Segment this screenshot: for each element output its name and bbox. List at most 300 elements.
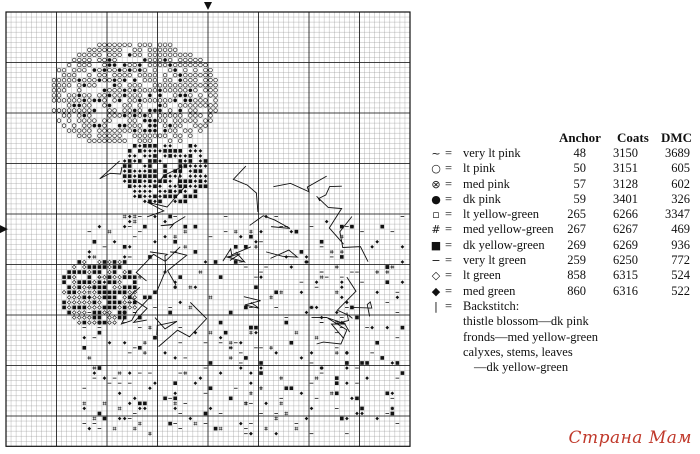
- stitch-symbol: [148, 139, 152, 143]
- stitch-symbol: [214, 99, 218, 103]
- header-coats: Coats: [617, 130, 649, 145]
- stitch-symbol: [249, 371, 253, 375]
- stitch-symbol: [123, 114, 127, 118]
- stitch-symbol: [163, 179, 167, 183]
- stitch-symbol: [88, 306, 92, 310]
- header-dmc: DMC: [661, 130, 693, 145]
- stitch-symbol: [62, 99, 66, 103]
- stitch-symbol: [204, 159, 208, 163]
- stitch-symbol: [82, 270, 86, 274]
- stitch-symbol: [72, 78, 76, 82]
- key-anchor-number: 50: [573, 161, 586, 176]
- stitch-symbol: [224, 331, 228, 335]
- stitch-symbol: [133, 144, 137, 148]
- stitch-symbol: [148, 119, 152, 123]
- stitch-symbol: [189, 78, 193, 82]
- stitch-symbol: [82, 99, 86, 103]
- stitch-symbol: [67, 114, 71, 118]
- stitch-symbol: [93, 366, 97, 370]
- stitch-symbol: [93, 99, 97, 103]
- stitch-symbol: [163, 78, 167, 82]
- stitch-symbol: [98, 412, 102, 416]
- stitch-symbol: [88, 53, 92, 57]
- stitch-symbol: [183, 63, 187, 67]
- stitch-symbol: [93, 240, 97, 244]
- stitch-symbol: [168, 195, 172, 199]
- key-color-name: med pink: [463, 176, 510, 191]
- stitch-symbol: [88, 134, 92, 138]
- stitch-symbol: [315, 336, 319, 340]
- stitch-symbol: [98, 94, 102, 98]
- stitch-symbol: [138, 73, 142, 77]
- stitch-symbol: [133, 134, 137, 138]
- stitch-symbol: [153, 149, 157, 153]
- stitch-symbol: [204, 119, 208, 123]
- stitch-symbol: [118, 68, 122, 72]
- stitch-symbol: [103, 99, 107, 103]
- stitch-symbol: [138, 402, 142, 406]
- stitch-symbol: [93, 139, 97, 143]
- key-anchor-number: 267: [567, 222, 586, 237]
- key-coats-number: 6316: [613, 283, 638, 298]
- stitch-symbol: [153, 53, 157, 57]
- stitch-symbol: [345, 361, 349, 365]
- stitch-symbol: [178, 88, 182, 92]
- stitch-symbol: [199, 174, 203, 178]
- stitch-symbol: [118, 311, 122, 315]
- stitch-symbol: [284, 412, 288, 416]
- stitch-symbol: [82, 260, 86, 264]
- stitch-symbol: [103, 139, 107, 143]
- backstitch-line: thistle blossom—dk pink: [463, 314, 589, 329]
- stitch-symbol: [189, 119, 193, 123]
- stitch-symbol: [158, 104, 162, 108]
- key-color-name: lt pink: [463, 161, 496, 176]
- stitch-symbol: [178, 94, 182, 98]
- stitch-symbol: [204, 184, 208, 188]
- stitch-symbol: [118, 265, 122, 269]
- stitch-symbol: [108, 290, 112, 294]
- stitch-symbol: [158, 43, 162, 47]
- stitch-symbol: [173, 174, 177, 178]
- stitch-symbol: [67, 296, 71, 300]
- stitch-symbol: [82, 134, 86, 138]
- stitch-symbol: [133, 53, 137, 57]
- stitch-symbol: [108, 306, 112, 310]
- stitch-symbol: [103, 376, 107, 380]
- stitch-symbol: [194, 285, 198, 289]
- stitch-symbol: [168, 124, 172, 128]
- stitch-symbol: [158, 94, 162, 98]
- stitch-symbol: [148, 134, 152, 138]
- key-symbol: ◇: [431, 269, 441, 283]
- stitch-symbol: [138, 189, 142, 193]
- stitch-symbol: [98, 311, 102, 315]
- stitch-symbol: [214, 94, 218, 98]
- stitch-symbol: [163, 104, 167, 108]
- stitch-symbol: [153, 63, 157, 67]
- stitch-symbol: [290, 341, 294, 345]
- stitch-symbol: [153, 381, 157, 385]
- stitch-symbol: [123, 301, 127, 305]
- stitch-symbol: [82, 53, 86, 57]
- stitch-symbol: [183, 53, 187, 57]
- stitch-symbol: [173, 285, 177, 289]
- stitch-symbol: [123, 73, 127, 77]
- stitch-symbol: [168, 68, 172, 72]
- stitch-symbol: [67, 311, 71, 315]
- stitch-symbol: [189, 58, 193, 62]
- stitch-symbol: [194, 189, 198, 193]
- stitch-symbol: [194, 83, 198, 87]
- stitch-symbol: [57, 94, 61, 98]
- stitch-symbol: [219, 427, 223, 431]
- stitch-symbol: [138, 179, 142, 183]
- stitch-symbol: [259, 361, 263, 365]
- stitch-symbol: [214, 427, 218, 431]
- stitch-symbol: [77, 53, 81, 57]
- stitch-symbol: [148, 73, 152, 77]
- stitch-symbol: [77, 104, 81, 108]
- stitch-symbol: [153, 58, 157, 62]
- stitch-symbol: [234, 230, 238, 234]
- stitch-symbol: [158, 88, 162, 92]
- stitch-symbol: [133, 397, 137, 401]
- stitch-symbol: [189, 159, 193, 163]
- stitch-symbol: [320, 240, 324, 244]
- backstitch-line: fronds—med yellow-green: [463, 329, 599, 344]
- stitch-symbol: [204, 124, 208, 128]
- stitch-symbol: [128, 149, 132, 153]
- stitch-symbol: [128, 285, 132, 289]
- stitch-symbol: [138, 184, 142, 188]
- stitch-symbol: [103, 311, 107, 315]
- stitch-symbol: [239, 341, 243, 345]
- stitch-symbol: [168, 189, 172, 193]
- key-equals: =: [445, 191, 453, 206]
- stitch-symbol: [158, 195, 162, 199]
- stitch-symbol: [108, 78, 112, 82]
- stitch-symbol: [209, 119, 213, 123]
- stitch-symbol: [133, 427, 137, 431]
- stitch-symbol: [62, 73, 66, 77]
- key-equals: =: [445, 176, 453, 191]
- stitch-symbol: [98, 290, 102, 294]
- stitch-symbol: [123, 139, 127, 143]
- stitch-symbol: [178, 114, 182, 118]
- stitch-symbol: [173, 119, 177, 123]
- stitch-symbol: [143, 195, 147, 199]
- stitch-symbol: [103, 402, 107, 406]
- stitch-symbol: [254, 285, 258, 289]
- stitch-symbol: [153, 336, 157, 340]
- stitch-symbol: [199, 169, 203, 173]
- stitch-symbol: [214, 83, 218, 87]
- stitch-symbol: [204, 73, 208, 77]
- stitch-symbol: [103, 134, 107, 138]
- stitch-symbol: [72, 68, 76, 72]
- stitch-symbol: [113, 73, 117, 77]
- stitch-symbol: [279, 290, 283, 294]
- stitch-symbol: [98, 129, 102, 133]
- stitch-symbol: [194, 58, 198, 62]
- stitch-symbol: [138, 63, 142, 67]
- stitch-symbol: [103, 68, 107, 72]
- stitch-symbol: [133, 99, 137, 103]
- stitch-symbol: [133, 195, 137, 199]
- stitch-symbol: [199, 99, 203, 103]
- key-dmc-number: 522: [671, 283, 690, 298]
- stitch-symbol: [103, 73, 107, 77]
- stitch-symbol: [209, 68, 213, 72]
- key-row: [430, 238, 692, 253]
- stitch-symbol: [88, 270, 92, 274]
- backstitch-row: [430, 299, 692, 314]
- stitch-symbol: [148, 195, 152, 199]
- stitch-symbol: [113, 296, 117, 300]
- stitch-symbol: [88, 290, 92, 294]
- stitch-symbol: [163, 124, 167, 128]
- stitch-symbol: [194, 149, 198, 153]
- stitch-symbol: [158, 159, 162, 163]
- stitch-symbol: [168, 58, 172, 62]
- stitch-symbol: [118, 306, 122, 310]
- stitch-symbol: [138, 48, 142, 52]
- stitch-symbol: [103, 321, 107, 325]
- stitch-symbol: [168, 63, 172, 67]
- stitch-symbol: [391, 391, 395, 395]
- stitch-symbol: [290, 386, 294, 390]
- stitch-symbol: [183, 154, 187, 158]
- stitch-symbol: [103, 94, 107, 98]
- stitch-symbol: [67, 306, 71, 310]
- stitch-symbol: [143, 43, 147, 47]
- stitch-symbol: [178, 78, 182, 82]
- stitch-symbol: [128, 124, 132, 128]
- stitch-symbol: [199, 63, 203, 67]
- stitch-symbol: [88, 275, 92, 279]
- stitch-symbol: [123, 63, 127, 67]
- stitch-symbol: [108, 139, 112, 143]
- stitch-symbol: [77, 285, 81, 289]
- stitch-symbol: [98, 366, 102, 370]
- stitch-symbol: [168, 422, 172, 426]
- stitch-symbol: [82, 290, 86, 294]
- backstitch-symbol: |: [434, 299, 438, 313]
- stitch-symbol: [62, 114, 66, 118]
- stitch-symbol: [385, 270, 389, 274]
- stitch-symbol: [204, 83, 208, 87]
- stitch-symbol: [143, 174, 147, 178]
- stitch-symbol: [148, 179, 152, 183]
- key-dmc-number: 936: [671, 237, 690, 252]
- stitch-symbol: [189, 73, 193, 77]
- stitch-symbol: [284, 321, 288, 325]
- stitch-symbol: [128, 104, 132, 108]
- stitch-symbol: [128, 179, 132, 183]
- stitch-symbol: [77, 129, 81, 133]
- stitch-symbol: [178, 154, 182, 158]
- stitch-symbol: [173, 240, 177, 244]
- stitch-symbol: [370, 245, 374, 249]
- stitch-symbol: [67, 290, 71, 294]
- stitch-symbol: [163, 58, 167, 62]
- stitch-symbol: [153, 154, 157, 158]
- stitch-symbol: [375, 341, 379, 345]
- backstitch-line: —dk yellow-green: [474, 360, 569, 375]
- stitch-symbol: [163, 83, 167, 87]
- stitch-symbol: [163, 220, 167, 224]
- stitch-symbol: [254, 326, 258, 330]
- stitch-symbol: [133, 184, 137, 188]
- stitch-symbol: [199, 154, 203, 158]
- stitch-symbol: [72, 280, 76, 284]
- stitch-symbol: [209, 104, 213, 108]
- stitch-symbol: [163, 48, 167, 52]
- key-color-name: very lt pink: [463, 146, 521, 160]
- stitch-symbol: [173, 83, 177, 87]
- key-symbol: #: [431, 223, 441, 237]
- stitch-symbol: [103, 104, 107, 108]
- stitch-symbol: [249, 326, 253, 330]
- stitch-symbol: [62, 306, 66, 310]
- stitch-symbol: [158, 119, 162, 123]
- stitch-symbol: [52, 99, 56, 103]
- stitch-symbol: [385, 280, 389, 284]
- stitch-symbol: [173, 154, 177, 158]
- stitch-symbol: [168, 154, 172, 158]
- key-anchor-number: 48: [573, 146, 586, 160]
- stitch-symbol: [178, 104, 182, 108]
- stitch-symbol: [259, 230, 263, 234]
- stitch-symbol: [138, 129, 142, 133]
- stitch-symbol: [88, 255, 92, 259]
- stitch-symbol: [365, 376, 369, 380]
- stitch-symbol: [143, 225, 147, 229]
- stitch-symbol: [118, 371, 122, 375]
- stitch-symbol: [128, 94, 132, 98]
- stitch-symbol: [72, 129, 76, 133]
- stitch-symbol: [138, 149, 142, 153]
- stitch-symbol: [88, 104, 92, 108]
- stitch-symbol: [229, 356, 233, 360]
- stitch-symbol: [113, 321, 117, 325]
- stitch-symbol: [108, 48, 112, 52]
- stitch-symbol: [113, 129, 117, 133]
- stitch-symbol: [62, 301, 66, 305]
- stitch-symbol: [148, 154, 152, 158]
- stitch-symbol: [133, 119, 137, 123]
- stitch-symbol: [98, 134, 102, 138]
- stitch-symbol: [183, 94, 187, 98]
- stitch-symbol: [67, 104, 71, 108]
- key-color-name: med green: [463, 283, 516, 298]
- stitch-symbol: [118, 78, 122, 82]
- stitch-symbol: [57, 119, 61, 123]
- stitch-symbol: [168, 184, 172, 188]
- stitch-symbol: [290, 230, 294, 234]
- stitch-symbol: [153, 88, 157, 92]
- stitch-symbol: [168, 311, 172, 315]
- stitch-symbol: [143, 119, 147, 123]
- stitch-symbol: [259, 366, 263, 370]
- stitch-symbol: [194, 99, 198, 103]
- stitch-symbol: [128, 53, 132, 57]
- stitch-symbol: [128, 275, 132, 279]
- stitch-symbol: [57, 83, 61, 87]
- stitch-symbol: [108, 94, 112, 98]
- stitch-symbol: [72, 290, 76, 294]
- stitch-symbol: [88, 316, 92, 320]
- key-coats-number: 6266: [613, 207, 638, 222]
- stitch-symbol: [148, 58, 152, 62]
- stitch-symbol: [128, 220, 132, 224]
- stitch-symbol: [93, 270, 97, 274]
- stitch-symbol: [108, 114, 112, 118]
- stitch-symbol: [133, 68, 137, 72]
- stitch-symbol: [183, 88, 187, 92]
- stitch-symbol: [229, 341, 233, 345]
- stitch-symbol: [133, 88, 137, 92]
- stitch-symbol: [153, 215, 157, 219]
- stitch-symbol: [143, 129, 147, 133]
- stitch-symbol: [103, 275, 107, 279]
- stitch-symbol: [385, 326, 389, 330]
- key-color-name: lt green: [463, 268, 501, 283]
- stitch-symbol: [163, 397, 167, 401]
- stitch-symbol: [138, 43, 142, 47]
- stitch-symbol: [209, 296, 213, 300]
- stitch-symbol: [77, 321, 81, 325]
- key-dmc-number: 605: [671, 161, 690, 176]
- key-row: [430, 253, 692, 268]
- stitch-symbol: [57, 88, 61, 92]
- stitch-symbol: [118, 407, 122, 411]
- stitch-symbol: [82, 285, 86, 289]
- stitch-symbol: [98, 316, 102, 320]
- stitch-symbol: [189, 417, 193, 421]
- stitch-symbol: [199, 94, 203, 98]
- stitch-symbol: [360, 361, 364, 365]
- stitch-symbol: [143, 114, 147, 118]
- stitch-symbol: [98, 53, 102, 57]
- stitch-symbol: [148, 114, 152, 118]
- stitch-symbol: [189, 99, 193, 103]
- stitch-symbol: [199, 149, 203, 153]
- stitch-symbol: [108, 58, 112, 62]
- stitch-symbol: [88, 124, 92, 128]
- stitch-symbol: [204, 78, 208, 82]
- stitch-symbol: [380, 356, 384, 360]
- stitch-symbol: [244, 402, 248, 406]
- stitch-symbol: [239, 422, 243, 426]
- stitch-symbol: [128, 63, 132, 67]
- stitch-symbol: [133, 124, 137, 128]
- stitch-symbol: [118, 417, 122, 421]
- key-coats-number: 6315: [613, 268, 638, 283]
- stitch-symbol: [113, 48, 117, 52]
- stitch-symbol: [209, 94, 213, 98]
- stitch-symbol: [173, 397, 177, 401]
- stitch-symbol: [113, 275, 117, 279]
- stitch-symbol: [88, 109, 92, 113]
- key-coats-number: 6267: [613, 222, 638, 237]
- stitch-symbol: [335, 391, 339, 395]
- key-anchor-number: 858: [567, 268, 586, 283]
- stitch-symbol: [153, 99, 157, 103]
- stitch-symbol: [113, 94, 117, 98]
- stitch-symbol: [72, 73, 76, 77]
